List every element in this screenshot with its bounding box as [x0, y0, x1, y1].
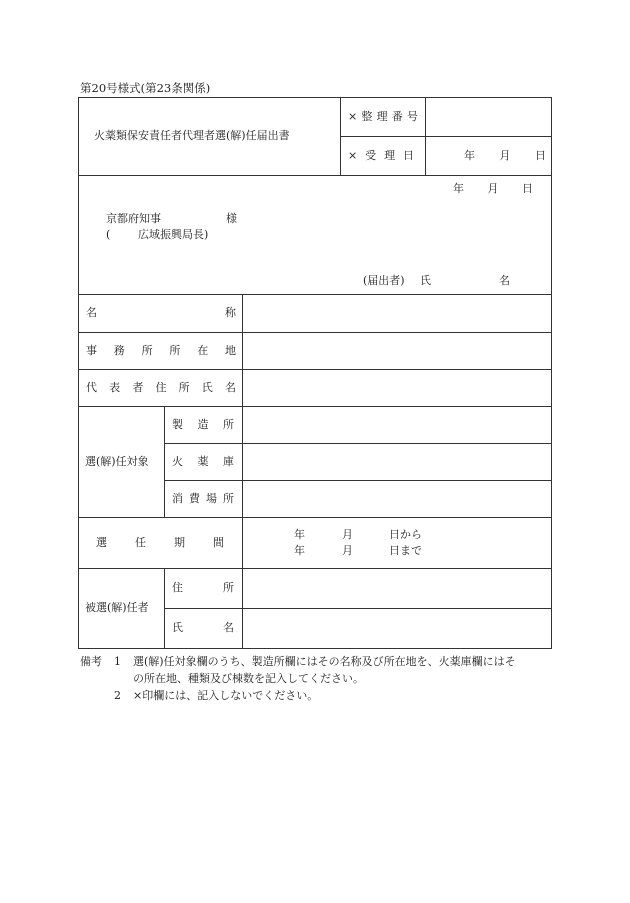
- label-char: 者: [132, 381, 144, 394]
- label-char: 造: [197, 418, 209, 431]
- form-number: 第20号様式(第23条関係): [80, 81, 211, 95]
- addressee-honorific: 様: [226, 212, 237, 225]
- label-char: 日: [402, 149, 414, 162]
- submission-date[interactable]: [453, 183, 533, 194]
- label-char: 名: [499, 274, 510, 287]
- label-char: 薬: [197, 455, 209, 468]
- period-char: 年: [294, 544, 305, 557]
- date-char: 日: [535, 149, 546, 162]
- note-1-line-1: 選(解)任対象欄のうち、製造所欄にはその名称及び所在地を、火薬庫欄にはそ: [133, 655, 516, 668]
- label-char: 住: [172, 581, 183, 594]
- office-number-label: [348, 111, 418, 122]
- label-char: 間: [213, 536, 224, 549]
- label-char: 代: [86, 381, 97, 394]
- label-char: 所: [223, 492, 234, 505]
- date-char: 年: [464, 149, 475, 162]
- appointee-address-label: [172, 582, 234, 593]
- label-char: 所: [223, 581, 234, 594]
- label-char: 所: [169, 344, 181, 357]
- label-char: 氏: [201, 381, 213, 394]
- rule: [164, 568, 165, 649]
- label-char: 火: [172, 455, 183, 468]
- label-char: 理: [384, 149, 396, 162]
- date-char: 月: [499, 149, 511, 162]
- label-char: 名: [223, 621, 234, 634]
- label-char: 選: [96, 536, 107, 549]
- note-1-number: 1: [114, 655, 121, 668]
- addressee-governor: 京都府知事: [106, 212, 161, 225]
- applicant-label: (届出者): [363, 274, 405, 287]
- label-char: 氏: [172, 621, 183, 634]
- label-char: 費: [189, 492, 200, 505]
- office-location-input-cell[interactable]: [243, 333, 551, 368]
- note-2-number: 2: [114, 689, 121, 702]
- representative-input-cell[interactable]: [243, 370, 551, 405]
- label-char: 場: [206, 492, 217, 505]
- target-storage-label: [172, 456, 234, 467]
- appointee-name-label: [172, 622, 234, 633]
- form-title: 火薬類保安責任者代理者選(解)任届出書: [94, 129, 290, 142]
- row-label-appointee: 被選(解)任者: [85, 601, 149, 614]
- label-char: ×: [348, 149, 358, 162]
- label-char: 理: [376, 110, 388, 123]
- rule: [340, 97, 341, 175]
- date-char: 年: [453, 182, 464, 195]
- row-label-representative: [86, 382, 236, 393]
- row-label-target: 選(解)任対象: [85, 455, 149, 468]
- label-char: 任: [135, 536, 146, 549]
- label-char: 務: [113, 344, 125, 357]
- label-char: 消: [172, 492, 183, 505]
- label-char: 名: [86, 306, 97, 319]
- label-char: 製: [172, 418, 183, 431]
- rule: [78, 175, 552, 176]
- label-char: 所: [178, 381, 190, 394]
- addressee-paren-open: (: [106, 228, 111, 241]
- target-factory-label: [172, 419, 234, 430]
- label-char: 在: [197, 344, 209, 357]
- label-char: 事: [86, 344, 97, 357]
- storage-input-cell[interactable]: [243, 444, 551, 479]
- label-char: 庫: [223, 455, 234, 468]
- label-char: 所: [223, 418, 234, 431]
- label-char: 所: [141, 344, 153, 357]
- label-char: 番: [391, 110, 403, 123]
- appointee-name-input-cell[interactable]: [243, 609, 551, 648]
- label-char: 整: [361, 110, 373, 123]
- appointee-address-input-cell[interactable]: [243, 569, 551, 607]
- rule: [340, 136, 552, 137]
- target-consumption-label: [172, 493, 234, 504]
- rule: [164, 406, 165, 517]
- rule: [78, 517, 552, 518]
- note-1-line-2: の所在地、種類及び棟数を記入してください。: [133, 672, 364, 685]
- period-char: 日まで: [389, 544, 422, 557]
- label-char: 住: [155, 381, 167, 394]
- notes-heading: 備考: [80, 655, 102, 668]
- factory-input-cell[interactable]: [243, 407, 551, 442]
- addressee-bureau: 広域振興局長): [138, 228, 209, 241]
- row-label-period: [96, 537, 224, 548]
- label-char: 期: [174, 536, 185, 549]
- name-input-cell[interactable]: [243, 295, 551, 331]
- label-char: 号: [406, 110, 418, 123]
- applicant-name-field[interactable]: [420, 275, 510, 286]
- period-char: 年: [294, 528, 305, 541]
- label-char: 受: [365, 149, 377, 162]
- received-date-label: [348, 150, 414, 161]
- note-2-text: ×印欄には、記入しないでください。: [133, 689, 319, 702]
- label-char: 地: [224, 344, 236, 357]
- label-char: 名: [224, 381, 236, 394]
- label-char: 氏: [420, 274, 431, 287]
- label-char: 表: [109, 381, 121, 394]
- office-number-input-cell[interactable]: [426, 98, 551, 135]
- period-char: 月: [342, 544, 353, 557]
- date-char: 日: [522, 182, 533, 195]
- date-char: 月: [487, 182, 499, 195]
- label-char: 称: [225, 306, 236, 319]
- period-char: 日から: [389, 528, 422, 541]
- consumption-input-cell[interactable]: [243, 481, 551, 516]
- period-char: 月: [342, 528, 353, 541]
- row-label-office-location: [86, 345, 236, 356]
- label-char: ×: [348, 110, 358, 123]
- row-label-name: [86, 307, 236, 318]
- received-date-field[interactable]: [464, 150, 546, 161]
